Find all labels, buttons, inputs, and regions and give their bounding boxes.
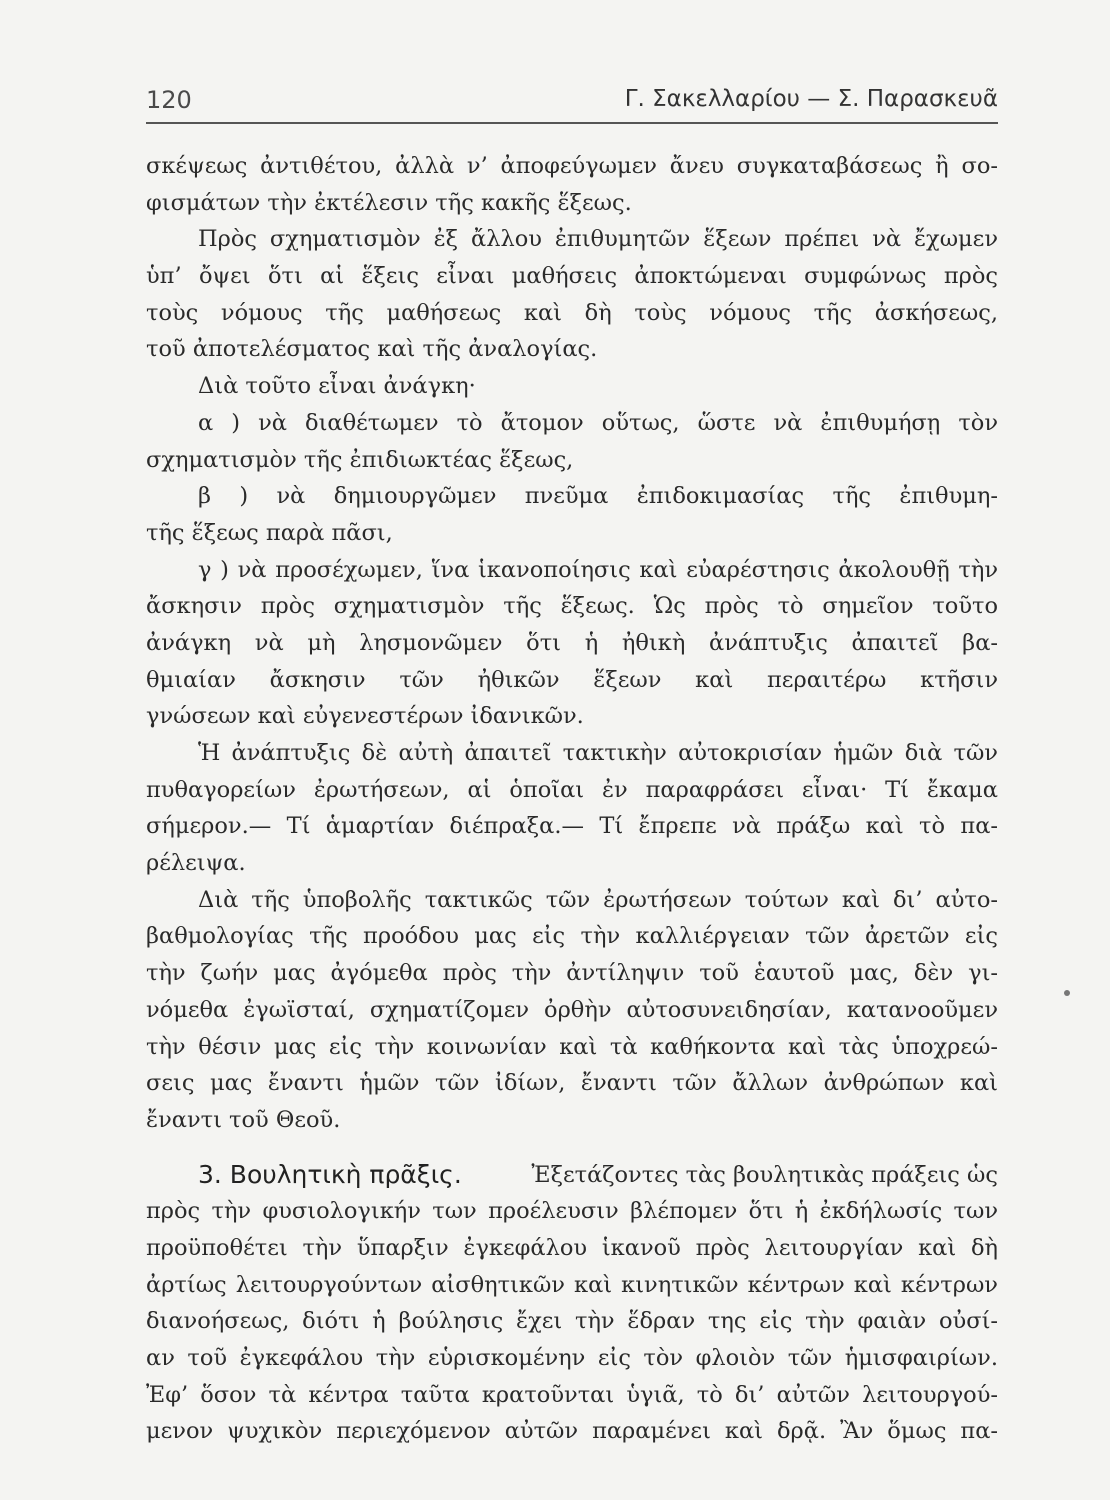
text-line: τοὺς νόμους τῆς μαθήσεως καὶ δὴ τοὺς νόμους τῆς ἀσκήσεως,: [146, 299, 998, 326]
text-line: αν τοῦ ἐγκεφάλου τὴν εὑρισκομένην εἰς τὸν φλοιὸν τῶν ἡμισφαιρίων.: [146, 1345, 998, 1371]
body-text: [146, 148, 998, 1450]
section-gap: [146, 1139, 998, 1157]
text-line: σχηματισμὸν τῆς ἐπιδιωκτέας ἕξεως,: [146, 446, 574, 473]
running-head: Γ. Σακελλαρίου — Σ. Παρασκευᾶ: [624, 86, 998, 112]
text-line: ἄσκησιν πρὸς σχηματισμὸν τῆς ἕξεως. Ὡς πρὸς τὸ σημεῖον τοῦτο: [146, 593, 998, 620]
text-line: τῆς ἕξεως παρὰ πᾶσι,: [146, 519, 393, 546]
text-line: Πρὸς σχηματισμὸν ἐξ ἄλλου ἐπιθυμητῶν ἕξεων πρέπει νὰ ἔχωμεν: [198, 226, 998, 253]
text-line: α ) νὰ διαθέτωμεν τὸ ἄτομον οὕτως, ὥστε νὰ ἐπιθυμήσῃ τὸν: [198, 409, 998, 436]
text-line: ἀρτίως λειτουργούντων αἰσθητικῶν καὶ κινητικῶν κέντρων καὶ κέντρων: [146, 1271, 998, 1298]
section-heading: 3. Βουλητικὴ πρᾶξις.: [198, 1159, 462, 1189]
text-line: προϋποθέτει τὴν ὕπαρξιν ἐγκεφάλου ἱκανοῦ πρὸς λειτουργίαν καὶ δὴ: [146, 1234, 998, 1261]
text-line: β ) νὰ δημιουργῶμεν πνεῦμα ἐπιδοκιμασίας τῆς ἐπιθυμη-: [198, 483, 998, 510]
section-first-line: [146, 1157, 998, 1194]
text-line: ρέλειψα.: [146, 850, 246, 877]
text-line: θμιαίαν ἄσκησιν τῶν ἠθικῶν ἕξεων καὶ περαιτέρω κτῆσιν: [146, 666, 998, 693]
page-header: [146, 86, 998, 122]
text-line: βαθμολογίας τῆς προόδου μας εἰς τὴν καλλιέργειαν τῶν ἀρετῶν εἰς: [146, 923, 998, 950]
text-line: τὴν ζωήν μας ἀγόμεθα πρὸς τὴν ἀντίληψιν τοῦ ἑαυτοῦ μας, δὲν γι-: [146, 960, 998, 987]
text-line: γ ) νὰ προσέχωμεν, ἵνα ἱκανοποίησις καὶ εὐαρέστησις ἀκολουθῇ τὴν: [198, 556, 998, 583]
text-line: τοῦ ἀποτελέσματος καὶ τῆς ἀναλογίας.: [146, 336, 598, 363]
text-line: μενον ψυχικὸν περιεχόμενον αὐτῶν παραμένει καὶ δρᾷ. Ἂν ὅμως πα-: [146, 1418, 998, 1445]
text-line: γνώσεων καὶ εὐγενεστέρων ἰδανικῶν.: [146, 703, 584, 730]
text-line: νόμεθα ἐγωϊσταί, σχηματίζομεν ὀρθὴν αὐτοσυνειδησίαν, κατανοοῦμεν: [146, 996, 998, 1023]
text-line: σεις μας ἔναντι ἡμῶν τῶν ἰδίων, ἔναντι τῶν ἄλλων ἀνθρώπων καὶ: [146, 1070, 998, 1097]
page-number: 120: [146, 86, 192, 114]
text-line: Διὰ τῆς ὑποβολῆς τακτικῶς τῶν ἐρωτήσεων τούτων καὶ δι’ αὐτο-: [198, 886, 998, 913]
text-line: διανοήσεως, διότι ἡ βούλησις ἔχει τὴν ἕδραν της εἰς τὴν φαιὰν οὐσί-: [146, 1308, 998, 1335]
text-line: σκέψεως ἀντιθέτου, ἀλλὰ ν’ ἀποφεύγωμεν ἄνευ συγκαταβάσεως ἢ σο-: [146, 153, 998, 179]
text-line: Ἡ ἀνάπτυξις δὲ αὐτὴ ἀπαιτεῖ τακτικὴν αὐτοκρισίαν ἡμῶν διὰ τῶν: [198, 740, 998, 766]
header-rule: [146, 122, 998, 124]
text-line: Διὰ τοῦτο εἶναι ἀνάγκη·: [198, 373, 476, 400]
text-line: πυθαγορείων ἐρωτήσεων, αἱ ὁποῖαι ἐν παραφράσει εἶναι· Τί ἔκαμα: [146, 776, 998, 803]
text-line: ἔναντι τοῦ Θεοῦ.: [146, 1106, 341, 1133]
text-line: ἀνάγκη νὰ μὴ λησμονῶμεν ὅτι ἡ ἠθικὴ ἀνάπτυξις ἀπαιτεῖ βα-: [146, 629, 998, 656]
text-line: ὑπ’ ὄψει ὅτι αἱ ἕξεις εἶναι μαθήσεις ἀποκτώμεναι συμφώνως πρὸς: [146, 263, 998, 290]
scan-speck: [1064, 990, 1070, 996]
text-line: τὴν θέσιν μας εἰς τὴν κοινωνίαν καὶ τὰ καθήκοντα καὶ τὰς ὑποχρεώ-: [146, 1033, 998, 1060]
text-line: Ἐφ’ ὅσον τὰ κέντρα ταῦτα κρατοῦνται ὑγιᾶ, τὸ δι’ αὐτῶν λειτουργού-: [146, 1381, 998, 1408]
text-line: πρὸς τὴν φυσιολογικήν των προέλευσιν βλέπομεν ὅτι ἡ ἐκδήλωσίς των: [146, 1198, 998, 1225]
text-fragment: Ἐξετάζοντες τὰς βουλητικὰς πράξεις ὡς: [531, 1161, 998, 1188]
text-line: φισμάτων τὴν ἐκτέλεσιν τῆς κακῆς ἕξεως.: [146, 189, 632, 216]
text-line: σήμερον.— Τί ἁμαρτίαν διέπραξα.— Τί ἔπρεπε νὰ πράξω καὶ τὸ πα-: [146, 813, 998, 840]
